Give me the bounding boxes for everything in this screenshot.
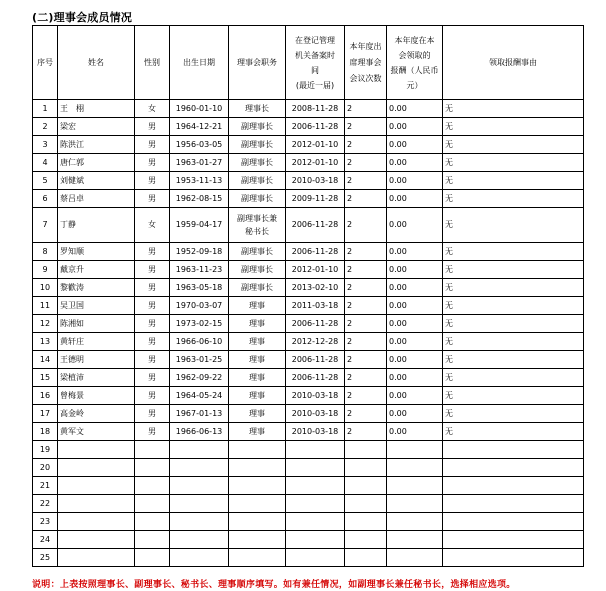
table-row bbox=[33, 154, 584, 172]
cell-reg-date: 2006-11-28 bbox=[286, 315, 345, 333]
cell-seq: 11 bbox=[33, 297, 58, 315]
cell-gender: 男 bbox=[135, 136, 170, 154]
header-attend: 本年度出 席理事会 会议次数 bbox=[345, 26, 387, 100]
cell-attend bbox=[345, 477, 387, 495]
cell-reason: 无 bbox=[443, 136, 584, 154]
cell-attend bbox=[345, 549, 387, 567]
table-row bbox=[33, 495, 584, 513]
cell-birth: 1966-06-13 bbox=[170, 423, 229, 441]
cell-seq: 13 bbox=[33, 333, 58, 351]
cell-birth: 1960-01-10 bbox=[170, 100, 229, 118]
cell-position: 副理事长 bbox=[229, 172, 286, 190]
cell-seq: 17 bbox=[33, 405, 58, 423]
cell-seq: 20 bbox=[33, 459, 58, 477]
cell-birth bbox=[170, 531, 229, 549]
table-row bbox=[33, 190, 584, 208]
cell-reg-date: 2006-11-28 bbox=[286, 208, 345, 243]
cell-position: 副理事长 bbox=[229, 243, 286, 261]
cell-gender: 男 bbox=[135, 261, 170, 279]
cell-name: 刘健斌 bbox=[58, 172, 135, 190]
cell-name bbox=[58, 549, 135, 567]
cell-reg-date: 2006-11-28 bbox=[286, 118, 345, 136]
cell-reg-date bbox=[286, 477, 345, 495]
cell-reason: 无 bbox=[443, 423, 584, 441]
cell-name: 戴京升 bbox=[58, 261, 135, 279]
cell-pay: 0.00 bbox=[387, 423, 443, 441]
header-row bbox=[33, 26, 584, 100]
table-row bbox=[33, 279, 584, 297]
cell-pay: 0.00 bbox=[387, 190, 443, 208]
cell-pay: 0.00 bbox=[387, 208, 443, 243]
header-reg-date: 在登记管理 机关备案时 间 (最近一届) bbox=[286, 26, 345, 100]
cell-seq: 10 bbox=[33, 279, 58, 297]
cell-birth bbox=[170, 513, 229, 531]
cell-seq: 8 bbox=[33, 243, 58, 261]
cell-position bbox=[229, 549, 286, 567]
cell-reason: 无 bbox=[443, 387, 584, 405]
cell-birth: 1967-01-13 bbox=[170, 405, 229, 423]
table-row bbox=[33, 441, 584, 459]
cell-pay: 0.00 bbox=[387, 243, 443, 261]
cell-pay: 0.00 bbox=[387, 118, 443, 136]
cell-reason: 无 bbox=[443, 243, 584, 261]
cell-reg-date bbox=[286, 513, 345, 531]
cell-pay: 0.00 bbox=[387, 369, 443, 387]
cell-pay: 0.00 bbox=[387, 172, 443, 190]
cell-attend bbox=[345, 513, 387, 531]
cell-name: 黄轩庄 bbox=[58, 333, 135, 351]
cell-birth bbox=[170, 495, 229, 513]
cell-attend: 2 bbox=[345, 100, 387, 118]
cell-pay: 0.00 bbox=[387, 279, 443, 297]
cell-seq: 23 bbox=[33, 513, 58, 531]
cell-pay bbox=[387, 477, 443, 495]
cell-position bbox=[229, 477, 286, 495]
cell-attend: 2 bbox=[345, 118, 387, 136]
cell-pay bbox=[387, 495, 443, 513]
cell-gender: 男 bbox=[135, 297, 170, 315]
cell-attend: 2 bbox=[345, 172, 387, 190]
cell-reg-date bbox=[286, 441, 345, 459]
cell-reg-date: 2006-11-28 bbox=[286, 243, 345, 261]
cell-reg-date bbox=[286, 549, 345, 567]
cell-attend: 2 bbox=[345, 190, 387, 208]
cell-reg-date: 2006-11-28 bbox=[286, 369, 345, 387]
cell-position: 副理事长 bbox=[229, 261, 286, 279]
cell-pay: 0.00 bbox=[387, 405, 443, 423]
cell-reg-date: 2010-03-18 bbox=[286, 172, 345, 190]
cell-position bbox=[229, 495, 286, 513]
cell-birth bbox=[170, 441, 229, 459]
cell-position: 理事 bbox=[229, 315, 286, 333]
cell-reg-date: 2009-11-28 bbox=[286, 190, 345, 208]
cell-seq: 5 bbox=[33, 172, 58, 190]
cell-position: 副理事长 bbox=[229, 190, 286, 208]
cell-name: 王德明 bbox=[58, 351, 135, 369]
cell-position: 理事 bbox=[229, 369, 286, 387]
cell-birth: 1963-05-18 bbox=[170, 279, 229, 297]
table-row bbox=[33, 100, 584, 118]
cell-seq: 18 bbox=[33, 423, 58, 441]
cell-gender bbox=[135, 441, 170, 459]
cell-attend: 2 bbox=[345, 154, 387, 172]
cell-pay bbox=[387, 549, 443, 567]
cell-seq: 24 bbox=[33, 531, 58, 549]
section-title: (二)理事会成员情况 bbox=[32, 11, 133, 24]
cell-gender: 男 bbox=[135, 369, 170, 387]
cell-name: 黎歡涛 bbox=[58, 279, 135, 297]
cell-name: 高金岭 bbox=[58, 405, 135, 423]
cell-name: 陈湘如 bbox=[58, 315, 135, 333]
cell-attend bbox=[345, 441, 387, 459]
cell-seq: 1 bbox=[33, 100, 58, 118]
cell-position bbox=[229, 531, 286, 549]
cell-reg-date: 2013-02-10 bbox=[286, 279, 345, 297]
cell-reg-date bbox=[286, 495, 345, 513]
cell-name: 梁宏 bbox=[58, 118, 135, 136]
cell-reason bbox=[443, 549, 584, 567]
cell-reason: 无 bbox=[443, 279, 584, 297]
table-row bbox=[33, 459, 584, 477]
cell-birth: 1964-12-21 bbox=[170, 118, 229, 136]
cell-reason: 无 bbox=[443, 190, 584, 208]
header-seq: 序号 bbox=[33, 26, 58, 100]
cell-pay: 0.00 bbox=[387, 100, 443, 118]
cell-seq: 14 bbox=[33, 351, 58, 369]
cell-reason bbox=[443, 441, 584, 459]
cell-gender bbox=[135, 549, 170, 567]
cell-reason bbox=[443, 495, 584, 513]
cell-pay: 0.00 bbox=[387, 261, 443, 279]
cell-position: 理事 bbox=[229, 387, 286, 405]
cell-seq: 7 bbox=[33, 208, 58, 243]
cell-reason: 无 bbox=[443, 333, 584, 351]
cell-attend: 2 bbox=[345, 423, 387, 441]
cell-reason: 无 bbox=[443, 172, 584, 190]
cell-gender: 男 bbox=[135, 387, 170, 405]
cell-reg-date bbox=[286, 459, 345, 477]
table-row bbox=[33, 387, 584, 405]
cell-name: 梁植沛 bbox=[58, 369, 135, 387]
cell-gender: 男 bbox=[135, 351, 170, 369]
cell-gender: 男 bbox=[135, 172, 170, 190]
header-gender: 性别 bbox=[135, 26, 170, 100]
cell-birth: 1970-03-07 bbox=[170, 297, 229, 315]
table-row bbox=[33, 333, 584, 351]
table-row bbox=[33, 118, 584, 136]
cell-seq: 12 bbox=[33, 315, 58, 333]
cell-name bbox=[58, 495, 135, 513]
cell-seq: 4 bbox=[33, 154, 58, 172]
cell-birth: 1962-09-22 bbox=[170, 369, 229, 387]
cell-gender bbox=[135, 495, 170, 513]
cell-reason: 无 bbox=[443, 369, 584, 387]
cell-position: 理事 bbox=[229, 423, 286, 441]
cell-pay bbox=[387, 441, 443, 459]
cell-attend: 2 bbox=[345, 333, 387, 351]
cell-seq: 16 bbox=[33, 387, 58, 405]
cell-birth: 1956-03-05 bbox=[170, 136, 229, 154]
cell-reason: 无 bbox=[443, 118, 584, 136]
cell-reason: 无 bbox=[443, 315, 584, 333]
table-row bbox=[33, 172, 584, 190]
cell-attend: 2 bbox=[345, 297, 387, 315]
cell-name: 曾梅景 bbox=[58, 387, 135, 405]
cell-pay bbox=[387, 513, 443, 531]
cell-gender: 男 bbox=[135, 315, 170, 333]
cell-position bbox=[229, 513, 286, 531]
table-row bbox=[33, 531, 584, 549]
header-pay: 本年度在本 会领取的 报酬（人民币 元） bbox=[387, 26, 443, 100]
cell-attend: 2 bbox=[345, 369, 387, 387]
cell-attend: 2 bbox=[345, 405, 387, 423]
cell-gender bbox=[135, 477, 170, 495]
cell-reg-date: 2010-03-18 bbox=[286, 405, 345, 423]
cell-position: 副理事长 bbox=[229, 279, 286, 297]
cell-reg-date bbox=[286, 531, 345, 549]
cell-reason: 无 bbox=[443, 100, 584, 118]
cell-name bbox=[58, 477, 135, 495]
cell-pay: 0.00 bbox=[387, 333, 443, 351]
cell-gender: 男 bbox=[135, 243, 170, 261]
cell-reason bbox=[443, 513, 584, 531]
cell-reason bbox=[443, 459, 584, 477]
cell-gender bbox=[135, 459, 170, 477]
cell-reason: 无 bbox=[443, 405, 584, 423]
cell-gender bbox=[135, 513, 170, 531]
cell-gender bbox=[135, 531, 170, 549]
cell-attend: 2 bbox=[345, 261, 387, 279]
table-row bbox=[33, 513, 584, 531]
cell-position: 副理事长 bbox=[229, 154, 286, 172]
cell-reg-date: 2012-01-10 bbox=[286, 154, 345, 172]
cell-reg-date: 2012-01-10 bbox=[286, 261, 345, 279]
cell-position: 副理事长 bbox=[229, 136, 286, 154]
header-birth: 出生日期 bbox=[170, 26, 229, 100]
cell-reason: 无 bbox=[443, 297, 584, 315]
table-row bbox=[33, 261, 584, 279]
cell-reg-date: 2012-01-10 bbox=[286, 136, 345, 154]
cell-reg-date: 2010-03-18 bbox=[286, 387, 345, 405]
cell-reason bbox=[443, 531, 584, 549]
table-row bbox=[33, 315, 584, 333]
cell-name bbox=[58, 513, 135, 531]
cell-birth bbox=[170, 549, 229, 567]
cell-birth bbox=[170, 477, 229, 495]
cell-reason: 无 bbox=[443, 261, 584, 279]
cell-seq: 2 bbox=[33, 118, 58, 136]
cell-attend: 2 bbox=[345, 243, 387, 261]
cell-reg-date: 2012-12-28 bbox=[286, 333, 345, 351]
cell-pay bbox=[387, 459, 443, 477]
header-name: 姓名 bbox=[58, 26, 135, 100]
cell-birth: 1959-04-17 bbox=[170, 208, 229, 243]
cell-attend: 2 bbox=[345, 351, 387, 369]
table-row bbox=[33, 243, 584, 261]
cell-pay: 0.00 bbox=[387, 136, 443, 154]
footnote: 说明：上表按照理事长、副理事长、秘书长、理事顺序填写。如有兼任情况，如副理事长兼任秘书长，选择相应选项。 bbox=[32, 580, 516, 590]
cell-name: 蔡吕卓 bbox=[58, 190, 135, 208]
cell-gender: 男 bbox=[135, 190, 170, 208]
cell-gender: 男 bbox=[135, 279, 170, 297]
cell-gender: 女 bbox=[135, 100, 170, 118]
cell-name bbox=[58, 459, 135, 477]
cell-seq: 22 bbox=[33, 495, 58, 513]
cell-name: 王 栩 bbox=[58, 100, 135, 118]
cell-pay: 0.00 bbox=[387, 387, 443, 405]
cell-name: 黄军文 bbox=[58, 423, 135, 441]
table-row bbox=[33, 136, 584, 154]
cell-name: 吴卫国 bbox=[58, 297, 135, 315]
cell-birth bbox=[170, 459, 229, 477]
cell-attend bbox=[345, 459, 387, 477]
cell-birth: 1963-11-23 bbox=[170, 261, 229, 279]
cell-attend: 2 bbox=[345, 279, 387, 297]
table-row bbox=[33, 549, 584, 567]
cell-reason: 无 bbox=[443, 351, 584, 369]
cell-seq: 6 bbox=[33, 190, 58, 208]
cell-reg-date: 2006-11-28 bbox=[286, 351, 345, 369]
table-row bbox=[33, 351, 584, 369]
cell-attend: 2 bbox=[345, 315, 387, 333]
cell-reason: 无 bbox=[443, 208, 584, 243]
header-reason: 领取报酬事由 bbox=[443, 26, 584, 100]
cell-birth: 1966-06-10 bbox=[170, 333, 229, 351]
table-row bbox=[33, 369, 584, 387]
cell-position: 理事 bbox=[229, 333, 286, 351]
cell-reg-date: 2008-11-28 bbox=[286, 100, 345, 118]
cell-attend: 2 bbox=[345, 208, 387, 243]
cell-reg-date: 2010-03-18 bbox=[286, 423, 345, 441]
table-row bbox=[33, 405, 584, 423]
table-row bbox=[33, 297, 584, 315]
table-row bbox=[33, 423, 584, 441]
cell-birth: 1964-05-24 bbox=[170, 387, 229, 405]
cell-attend bbox=[345, 495, 387, 513]
cell-birth: 1963-01-25 bbox=[170, 351, 229, 369]
cell-position bbox=[229, 459, 286, 477]
cell-gender: 男 bbox=[135, 423, 170, 441]
cell-gender: 女 bbox=[135, 208, 170, 243]
cell-position: 副理事长兼 秘书长 bbox=[229, 208, 286, 243]
cell-position: 副理事长 bbox=[229, 118, 286, 136]
cell-birth: 1952-09-18 bbox=[170, 243, 229, 261]
cell-birth: 1962-08-15 bbox=[170, 190, 229, 208]
cell-name: 丁静 bbox=[58, 208, 135, 243]
cell-seq: 15 bbox=[33, 369, 58, 387]
cell-pay: 0.00 bbox=[387, 154, 443, 172]
cell-position bbox=[229, 441, 286, 459]
cell-name: 唐仁郭 bbox=[58, 154, 135, 172]
table-row bbox=[33, 477, 584, 495]
cell-seq: 9 bbox=[33, 261, 58, 279]
cell-reg-date: 2011-03-18 bbox=[286, 297, 345, 315]
cell-seq: 21 bbox=[33, 477, 58, 495]
cell-gender: 男 bbox=[135, 118, 170, 136]
cell-gender: 男 bbox=[135, 405, 170, 423]
cell-position: 理事长 bbox=[229, 100, 286, 118]
cell-position: 理事 bbox=[229, 405, 286, 423]
board-members-table bbox=[32, 25, 584, 567]
cell-birth: 1953-11-13 bbox=[170, 172, 229, 190]
cell-seq: 25 bbox=[33, 549, 58, 567]
cell-attend: 2 bbox=[345, 387, 387, 405]
cell-pay: 0.00 bbox=[387, 351, 443, 369]
cell-pay bbox=[387, 531, 443, 549]
cell-pay: 0.00 bbox=[387, 315, 443, 333]
cell-reason bbox=[443, 477, 584, 495]
cell-position: 理事 bbox=[229, 351, 286, 369]
header-position: 理事会职务 bbox=[229, 26, 286, 100]
cell-attend bbox=[345, 531, 387, 549]
cell-position: 理事 bbox=[229, 297, 286, 315]
cell-seq: 19 bbox=[33, 441, 58, 459]
cell-pay: 0.00 bbox=[387, 297, 443, 315]
cell-birth: 1963-01-27 bbox=[170, 154, 229, 172]
cell-gender: 男 bbox=[135, 154, 170, 172]
cell-birth: 1973-02-15 bbox=[170, 315, 229, 333]
cell-gender: 男 bbox=[135, 333, 170, 351]
cell-name: 陈洪江 bbox=[58, 136, 135, 154]
table-row bbox=[33, 208, 584, 243]
cell-seq: 3 bbox=[33, 136, 58, 154]
cell-name bbox=[58, 441, 135, 459]
cell-name: 罗知顺 bbox=[58, 243, 135, 261]
cell-name bbox=[58, 531, 135, 549]
cell-attend: 2 bbox=[345, 136, 387, 154]
cell-reason: 无 bbox=[443, 154, 584, 172]
